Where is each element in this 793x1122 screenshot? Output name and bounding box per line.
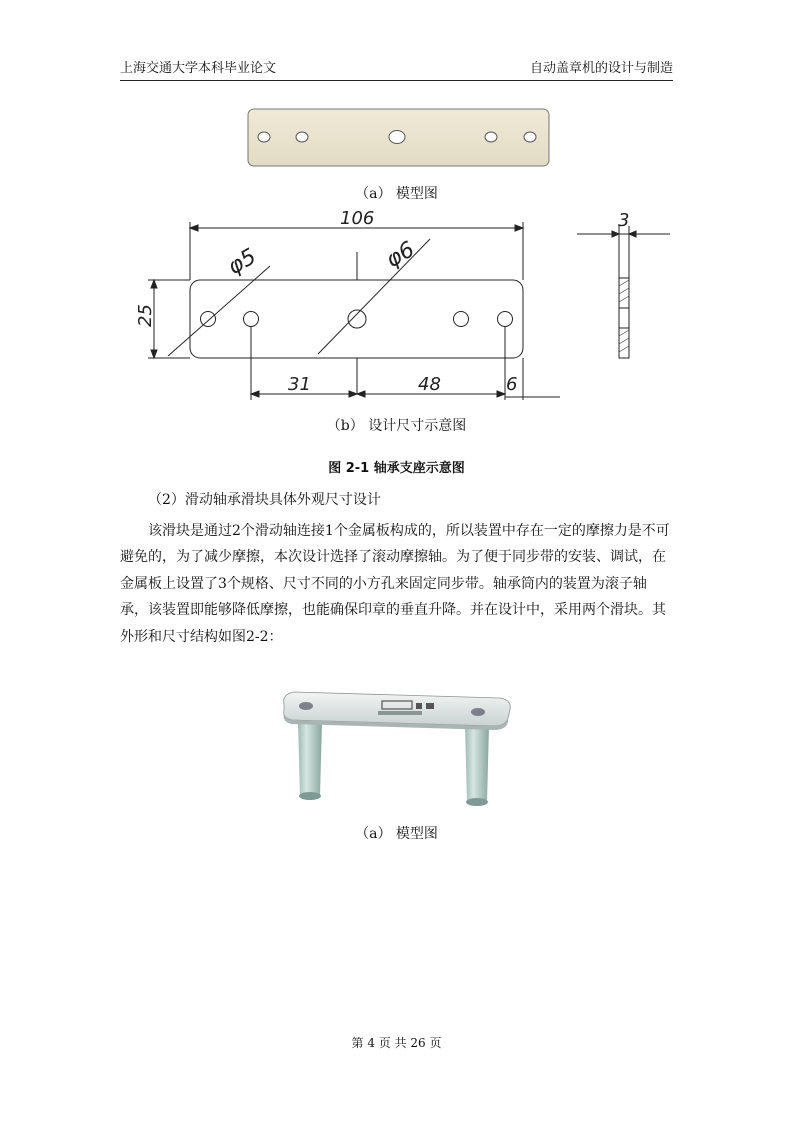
page-number: 第 4 页 共 26 页 (351, 1036, 442, 1050)
figure-2-1-title: 图 2-1 轴承支座示意图 (328, 461, 465, 476)
body-section (120, 487, 673, 650)
bearing-plate-dimension-drawing (135, 204, 680, 410)
dim-length: 106 (340, 208, 375, 229)
dim-height: 25 (135, 304, 156, 327)
dim-edge-6: 6 (506, 374, 518, 395)
header-title-right: 自动盖章机的设计与制造 (529, 61, 673, 76)
dim-spacing-31: 31 (288, 374, 311, 395)
body-paragraph: 该滑块是通过2个滑动轴连接1个金属板构成的，所以装置中存在一定的摩擦力是不可避免的，为了减少摩擦，本次设计选择了滚动摩擦轴。为了便于同步带的安装、调试，在金属板上设置了3个规格、尺寸不同的小方孔来固定同步带。轴承筒内的装置为滚子轴承，该装置即能够降低摩擦，也能确保印章的垂直升降。并在设计中，采用两个滑块。其外形和尺寸结构如图2-2： (120, 522, 670, 645)
figure-b-caption: （b） 设计尺寸示意图 (326, 418, 467, 434)
bearing-plate-model-image (247, 108, 551, 168)
dim-hole-diameter-small: φ5 (223, 244, 261, 281)
dim-hole-diameter-center: φ6 (381, 237, 420, 274)
header-rule (120, 80, 673, 81)
section-subheading: （2）滑动轴承滑块具体外观尺寸设计 (148, 492, 381, 508)
figure-2-2-a-caption: （a） 模型图 (355, 826, 438, 842)
dim-spacing-48: 48 (418, 374, 441, 395)
dim-thickness: 3 (618, 210, 630, 231)
header-title-left: 上海交通大学本科毕业论文 (120, 61, 277, 76)
figure-a-caption: （a） 模型图 (355, 186, 438, 202)
slider-model-image (278, 686, 518, 814)
